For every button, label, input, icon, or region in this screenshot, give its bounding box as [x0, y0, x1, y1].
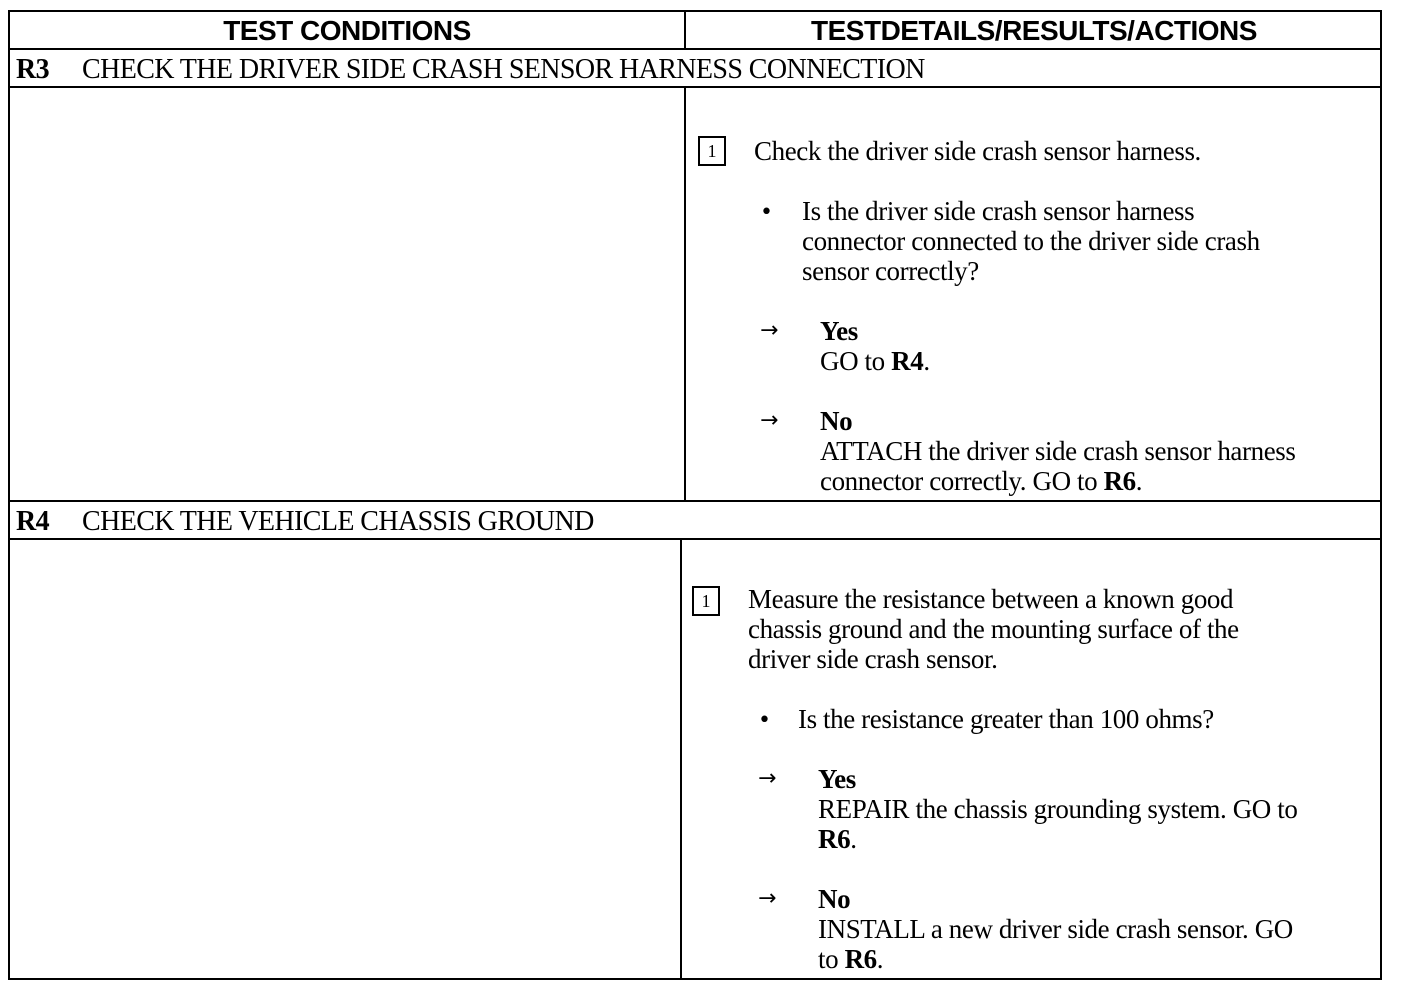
substep-number-box: 1	[692, 586, 720, 616]
diagnostic-table	[8, 10, 1382, 980]
step-instruction: Check the driver side crash sensor harness.	[754, 136, 1201, 166]
step-title: CHECK THE VEHICLE CHASSIS GROUND	[82, 506, 594, 537]
substep-number-box: 1	[698, 136, 726, 166]
column-divider	[684, 88, 686, 502]
arrow-right-icon: →	[760, 408, 779, 433]
step-r3-heading	[10, 48, 1380, 88]
arrow-right-icon: →	[760, 318, 779, 343]
arrow-right-icon: →	[758, 766, 777, 791]
arrow-right-icon: →	[758, 886, 777, 911]
step-question: Is the resistance greater than 100 ohms?	[798, 704, 1214, 734]
step-code: R4	[16, 506, 50, 537]
yes-result: Yes REPAIR the chassis grounding system. GO to R6.	[818, 764, 1298, 854]
step-title: CHECK THE DRIVER SIDE CRASH SENSOR HARNESS CONNECTION	[82, 54, 925, 85]
header-test-conditions: TEST CONDITIONS	[10, 12, 686, 48]
yes-result: Yes GO to R4.	[820, 316, 930, 376]
step-instruction: Measure the resistance between a known good chassis ground and the mounting surface of the driver side crash sensor.	[748, 584, 1239, 674]
column-divider	[680, 540, 682, 980]
step-r4-heading	[10, 500, 1380, 540]
step-code: R3	[16, 54, 50, 85]
bullet-icon: •	[760, 200, 773, 225]
bullet-icon: •	[758, 708, 771, 733]
step-question: Is the driver side crash sensor harness connector connected to the driver side crash sensor correctly?	[802, 196, 1260, 286]
no-result: No INSTALL a new driver side crash sensor. GO to R6.	[818, 884, 1293, 974]
no-result: No ATTACH the driver side crash sensor harness connector correctly. GO to R6.	[820, 406, 1296, 496]
header-test-details: TESTDETAILS/RESULTS/ACTIONS	[811, 15, 1257, 46]
